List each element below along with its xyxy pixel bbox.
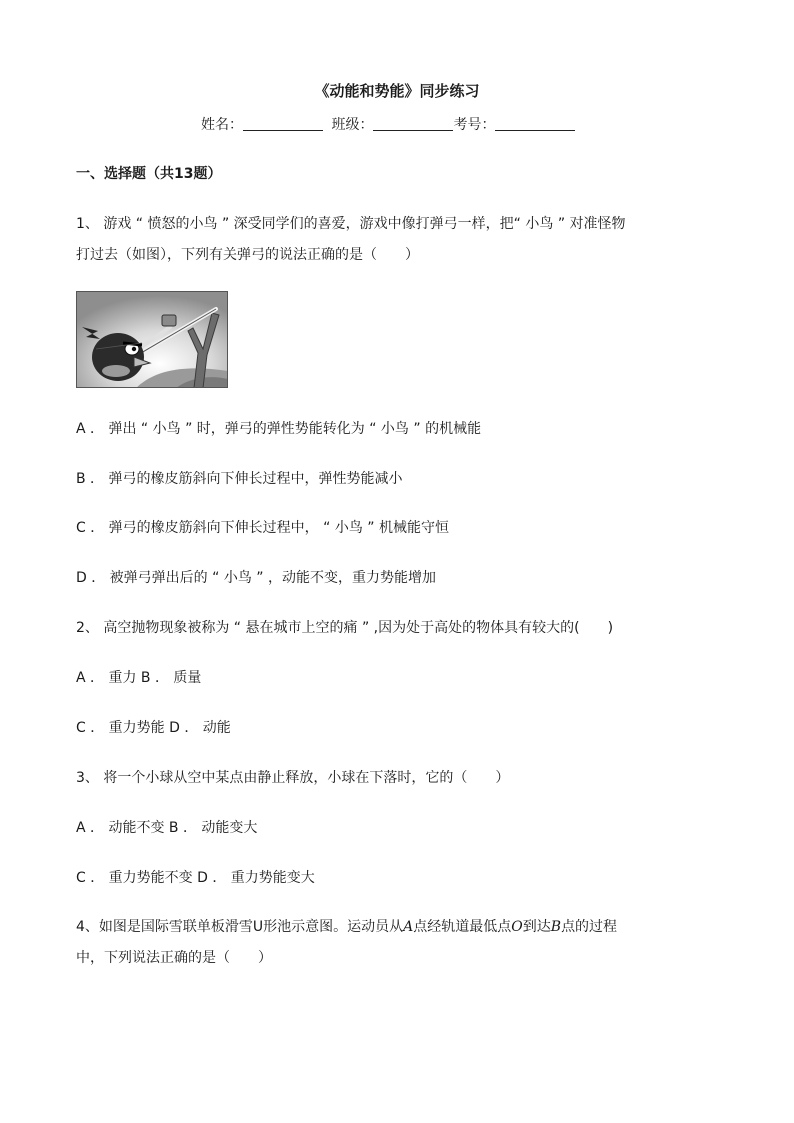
- exam-no-blank: [495, 116, 575, 131]
- q4-stem-line2: 中，下列说法正确的是（ ）: [76, 950, 272, 966]
- q2-stem: 2、 高空抛物现象被称为 “ 悬在城市上空的痛 ” ,因为处于高处的物体具有较大的( ): [76, 620, 614, 636]
- angry-bird-slingshot-figure: [76, 291, 228, 388]
- q1-option-c: C ． 弹弓的橡皮筋斜向下伸长过程中， “ 小鸟 ” 机械能守恒: [76, 520, 449, 536]
- q4-point-b: B: [550, 919, 562, 935]
- class-label: 班级：: [331, 117, 374, 133]
- name-blank: [243, 116, 323, 131]
- q1-option-d: D ． 被弹弓弹出后的 “ 小鸟 ” ，动能不变，重力势能增加: [76, 570, 436, 586]
- q4-text-part4: 点的过程: [561, 919, 618, 935]
- class-blank: [373, 116, 453, 131]
- q3-stem: 3、 将一个小球从空中某点由静止释放，小球在下落时，它的（ ）: [76, 770, 510, 786]
- page-title: 《动能和势能》同步练习: [314, 82, 480, 100]
- q4-text-part2: 点经轨道最低点: [413, 919, 512, 935]
- q3-options-cd: C ． 重力势能不变 D ． 重力势能变大: [76, 870, 315, 886]
- student-info: [201, 114, 575, 134]
- q4-text-part1: 4、如图是国际雪联单板滑雪U形池示意图。运动员从: [76, 919, 404, 935]
- q2-options-cd: C ． 重力势能 D ． 动能: [76, 720, 231, 736]
- q4-point-a: A: [403, 919, 414, 935]
- q3-options-ab: A ． 动能不变 B ． 动能变大: [76, 820, 258, 836]
- q1-stem-line2: 打过去（如图），下列有关弹弓的说法正确的是（ ）: [76, 247, 419, 263]
- q1-option-a: A ． 弹出 “ 小鸟 ” 时，弹弓的弹性势能转化为 “ 小鸟 ” 的机械能: [76, 421, 482, 437]
- q1-option-b: B ． 弹弓的橡皮筋斜向下伸长过程中，弹性势能减小: [76, 471, 403, 487]
- q1-stem-line1: 1、 游戏 “ 愤怒的小鸟 ” 深受同学们的喜爱，游戏中像打弹弓一样，把“ 小鸟 ” 对准怪物: [76, 216, 626, 232]
- section-title: 一、选择题（共13题）: [76, 166, 222, 182]
- exam-no-label: 考号：: [453, 117, 496, 133]
- q2-options-ab: A ． 重力 B ． 质量: [76, 670, 202, 686]
- name-label: 姓名：: [201, 117, 243, 133]
- q4-text-part3: 到达: [522, 919, 551, 935]
- q4-stem-line1: [76, 916, 617, 936]
- q4-point-o: O: [511, 919, 523, 935]
